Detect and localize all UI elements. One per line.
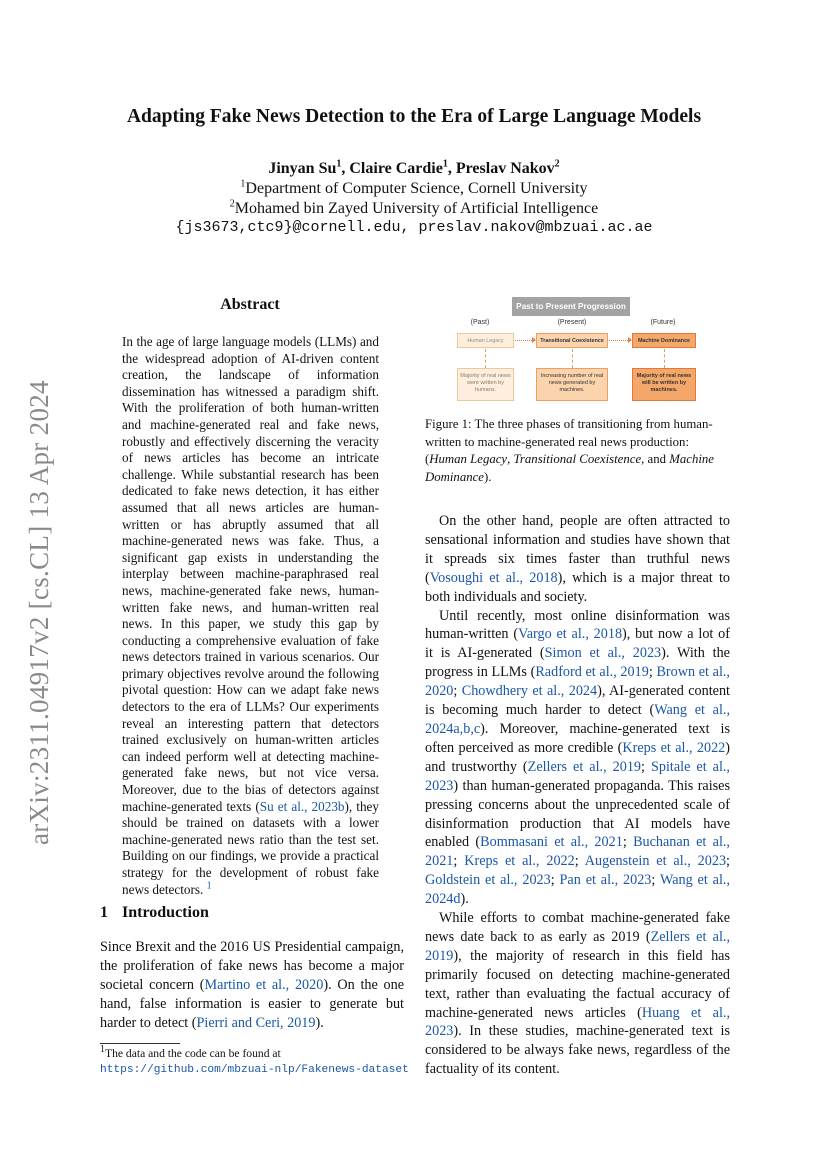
connector-line: [572, 349, 573, 368]
body-text: Until recently, most online disinformation was human-written (: [425, 607, 730, 643]
body-text: ) than human-generated propaganda. This raises pressing concerns about the unprecedented scale of disinformation production that AI models have enabled (: [425, 777, 730, 851]
body-text: ;: [453, 853, 465, 870]
body-text: ;: [651, 872, 660, 889]
body-text: On the other hand, people are often attracted to sensational information and studies have shown that it spreads six times faster than truthful news (: [425, 513, 730, 586]
body-text: ;: [453, 683, 462, 700]
affiliation-line: [0, 180, 828, 198]
arxiv-identifier: arXiv:2311.04917v2 [cs.CL] 13 Apr 2024: [24, 380, 54, 845]
affiliation-text: Mohamed bin Zayed University of Artificial Intelligence: [234, 200, 599, 217]
body-text: ;: [648, 664, 657, 681]
body-text: While efforts to combat machine-generated fake news date back to as early as 2019 (: [425, 910, 730, 945]
citation-link[interactable]: Simon et al., 2023: [544, 645, 662, 662]
affiliation-mark: 1: [336, 158, 342, 170]
abstract-text: In the age of large language models (LLMs) and the widespread adoption of AI-driven content creation, the landscape of information dissemination has witnessed a paradigm shift. With the proliferation of both human-written and machine-generated real and fake news, robustly and effectively discerning the veracity of news articles has become an intricate challenge. While substantial research has been dedicated to fake news detection, it has either assumed that all news articles are human-written or has abruptly assumed that all machine-generated news was fake. Thus, a significant gap exists in understanding the interplay between machine-paraphrased real news, machine-generated fake news, human-written fake news, and human-written real news. In this paper, we study this gap by conducting a comprehensive evaluation of fake news detectors trained in various scenarios. Our primary objectives revolve around the following pivotal question: How can we adapt fake news detectors to the era of LLMs? Our experiments reveal an interesting pattern that detectors trained exclusively on human-written articles can indeed perform well at detecting machine-generated fake news, but not vice versa. Moreover, due to the bias of detectors against machine-generated texts (: [122, 334, 379, 814]
citation-link[interactable]: Goldstein et al., 2023: [425, 872, 551, 889]
citation-link[interactable]: Vargo et al., 2018: [518, 626, 623, 643]
abstract-text: ), they should be trained on datasets with a lower machine-generated news ratio than the test set. Building on our findings, we provide a practical strategy for the development of robust fake news detectors.: [122, 798, 379, 897]
phase-box-transitional-coexistence: Transitional Coexistence: [536, 333, 608, 348]
phase-time-label: (Past): [470, 319, 490, 326]
citation-link[interactable]: Huang et al., 2023: [425, 1004, 730, 1040]
body-text: ). With the progress in LLMs (: [425, 645, 730, 681]
connector-line: [485, 349, 486, 368]
abstract-heading: Abstract: [220, 296, 280, 313]
citation-link[interactable]: Buchanan et al., 2021: [425, 834, 730, 870]
body-text: ;: [641, 758, 651, 775]
footnote: [100, 1046, 410, 1078]
citation-link[interactable]: Su et al., 2023b: [259, 798, 345, 814]
figure-caption: [425, 416, 730, 486]
abstract-body: [122, 334, 379, 898]
affiliation-mark: 1: [442, 158, 448, 170]
body-text: ). On the one hand, false information is easier to generate but harder to detect (: [100, 977, 405, 1031]
figure-title: Past to Present Progression: [512, 297, 630, 316]
citation-link[interactable]: Wang et al., 2024d: [425, 872, 731, 908]
right-column-body: [425, 512, 730, 1079]
caption-term: Machine Dominance: [425, 452, 714, 484]
affiliation-line: [0, 200, 828, 218]
footnote-mark: 1: [100, 1044, 105, 1056]
caption-text: Figure 1: The three phases of transitioning from human-written to machine-generated real news production: (: [425, 417, 713, 466]
arrow-head: [628, 337, 632, 343]
citation-link[interactable]: Spitale et al., 2023: [425, 758, 730, 794]
body-text: ;: [550, 872, 560, 889]
citation-link[interactable]: Wang et al., 2024a,b,c: [425, 702, 731, 737]
body-text: ). Moreover, machine-generated text is often perceived as more credible (: [425, 720, 730, 756]
citation-link[interactable]: Kreps et al., 2022: [622, 739, 726, 756]
body-text: ), but now a lot of it is AI-generated (: [425, 626, 730, 662]
citation-link[interactable]: Zellers et al., 2019: [527, 758, 642, 775]
progression-arrow: [515, 340, 532, 341]
phase-time-label: (Present): [557, 319, 587, 326]
phase-time-label: (Future): [650, 319, 676, 326]
body-text: ), the majority of research in this field has primarily focused on detecting machine-generated text, rather than evaluating the factual accuracy of machine-generated news articles (: [425, 947, 730, 1021]
citation-link[interactable]: Augenstein et al., 2023: [584, 853, 727, 870]
phase-description: Majority of real news will be written by machines.: [632, 368, 696, 401]
caption-term: Human Legacy: [429, 452, 508, 466]
footnote-text: The data and the code can be found at: [105, 1047, 281, 1060]
phase-description: Increasing number of real news generated by machines.: [536, 368, 608, 401]
body-text: ), which is a major threat to both individuals and society.: [425, 569, 730, 605]
progression-arrow: [609, 340, 628, 341]
introduction-paragraph: [100, 938, 404, 1033]
body-text: ;: [622, 834, 634, 851]
citation-link[interactable]: Vosoughi et al., 2018: [429, 569, 558, 586]
affiliation-mark: 1: [240, 178, 246, 190]
body-paragraph: [425, 909, 730, 1079]
affiliation-mark: 2: [229, 198, 235, 210]
author-name: Preslav Nakov: [455, 160, 555, 177]
body-text: ).: [460, 891, 469, 908]
author-name: Jinyan Su: [268, 160, 337, 177]
citation-link[interactable]: Pan et al., 2023: [559, 872, 652, 889]
body-paragraph: [425, 512, 730, 607]
citation-link[interactable]: Chowdhery et al., 2024: [461, 683, 598, 700]
citation-link[interactable]: Brown et al., 2020: [425, 664, 730, 700]
affiliation-text: Department of Computer Science, Cornell University: [245, 180, 588, 197]
citation-link[interactable]: Pierri and Ceri, 2019: [196, 1015, 316, 1031]
body-text: ;: [574, 853, 585, 870]
body-paragraph: [425, 607, 730, 910]
body-text: Since Brexit and the 2016 US Presidential campaign, the proliferation of fake news has become a major societal concern (: [100, 939, 404, 993]
phase-box-machine-dominance: Machine Dominance: [632, 333, 696, 348]
caption-text: ,: [507, 452, 514, 466]
phase-description: Majority of real news were written by humans.: [457, 368, 514, 401]
body-text: ).: [315, 1015, 324, 1031]
author-emails: {js3673,ctc9}@cornell.edu, preslav.nakov@mbzuai.ac.ae: [175, 219, 653, 236]
caption-text: , and: [641, 452, 670, 466]
citation-link[interactable]: Martino et al., 2020: [204, 977, 324, 993]
caption-text: ).: [484, 469, 492, 484]
arrow-head: [532, 337, 536, 343]
body-text: ), AI-generated content is becoming much harder to detect (: [425, 683, 730, 719]
phase-box-human-legacy: Human Legacy: [457, 333, 514, 348]
section-heading: [100, 904, 209, 922]
section-title: Introduction: [122, 904, 209, 921]
footnote-rule: [100, 1043, 180, 1044]
body-text: ). In these studies, machine-generated text is considered to be always fake news, regardless of the factuality of its content.: [425, 1023, 730, 1078]
section-number: 1: [100, 904, 108, 921]
dataset-url-link[interactable]: https://github.com/mbzuai-nlp/Fakenews-dataset: [100, 1064, 409, 1076]
paper-title: Adapting Fake News Detection to the Era of Large Language Models: [126, 106, 702, 127]
affiliation-mark: 2: [554, 158, 560, 170]
footnote-link[interactable]: 1: [206, 880, 212, 892]
body-text: ) and trustworthy (: [425, 739, 730, 775]
caption-term: Transitional Coexistence: [513, 452, 642, 466]
body-text: ;: [726, 853, 730, 870]
citation-link[interactable]: Zellers et al., 2019: [425, 928, 730, 964]
connector-line: [664, 349, 665, 368]
citation-link[interactable]: Bommasani et al., 2021: [480, 834, 623, 851]
citation-link[interactable]: Radford et al., 2019: [535, 664, 649, 681]
author-name: Claire Cardie: [349, 160, 443, 177]
author-list: Jinyan Su$^1$, Claire Cardie$^1$, Preslav Nakov$^2$: [268, 158, 560, 177]
citation-link[interactable]: Kreps et al., 2022: [464, 853, 575, 870]
